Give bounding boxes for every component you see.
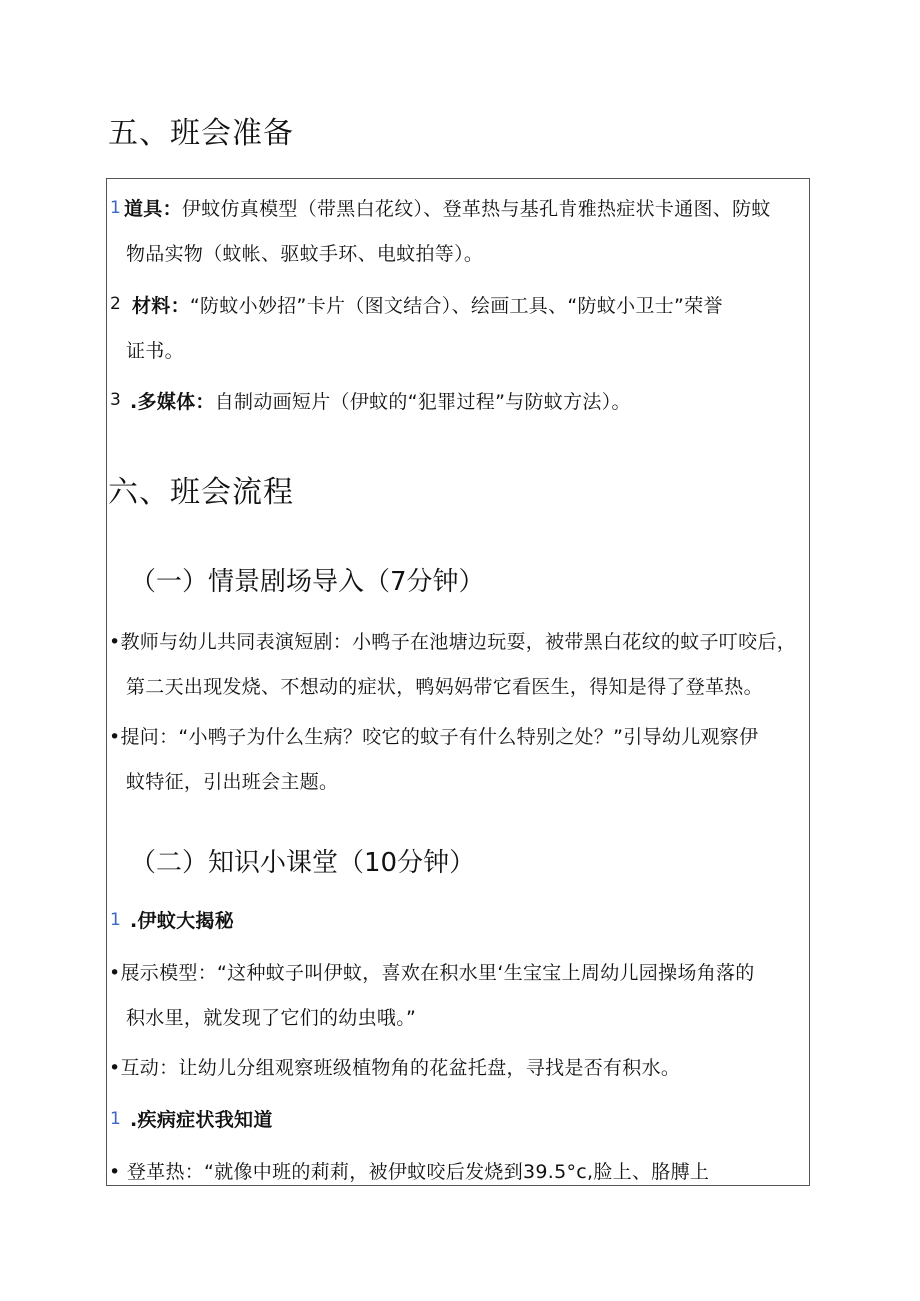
subsection-number: 1 bbox=[110, 1109, 121, 1129]
part-2-title: （二）知识小课堂（10分钟） bbox=[130, 848, 476, 878]
section-5-title: 五、班会准备 bbox=[108, 116, 294, 151]
item-label: .多媒体： bbox=[130, 391, 215, 413]
item-text-continued: 证书。 bbox=[126, 340, 184, 362]
section-6-title: 六、班会流程 bbox=[108, 475, 294, 510]
item-text: “防蚊小妙招”卡片（图文结合）、绘画工具、“防蚊小卫士”荣誉 bbox=[189, 295, 723, 317]
part-1-title: （一）情景剧场导入（7分钟） bbox=[130, 567, 485, 597]
item-number: 2 bbox=[110, 294, 121, 314]
item-text: 伊蚊仿真模型（带黑白花纹）、登革热与基孔肯雅热症状卡通图、防蚊 bbox=[181, 198, 771, 220]
bullet-show-model-continued: 积水里，就发现了它们的幼虫哦。” bbox=[126, 1007, 417, 1029]
bullet-interaction: •互动：让幼儿分组观察班级植物角的花盆托盘，寻找是否有积水。 bbox=[109, 1057, 681, 1079]
item-number: 1 bbox=[110, 198, 121, 218]
bullet-skit: •教师与幼儿共同表演短剧：小鸭子在池塘边玩耍，被带黑白花纹的蚊子叮咬后， bbox=[109, 631, 797, 653]
bullet-skit-continued: 第二天出现发烧、不想动的症状，鸭妈妈带它看医生，得知是得了登革热。 bbox=[126, 676, 763, 698]
item-props bbox=[124, 194, 771, 221]
bullet-question-continued: 蚊特征，引出班会主题。 bbox=[126, 771, 339, 793]
bullet-question: •提问：“小鸭子为什么生病？咬它的蚊子有什么特别之处？”引导幼儿观察伊 bbox=[109, 726, 759, 748]
item-text-continued: 物品实物（蚊帐、驱蚊手环、电蚊拍等）。 bbox=[126, 243, 484, 265]
bullet-show-model: •展示模型：“这种蚊子叫伊蚊，喜欢在积水里‘生宝宝上周幼儿园操场角落的 bbox=[109, 962, 755, 984]
item-number: 3 bbox=[110, 390, 121, 410]
subsection-symptoms-title: .疾病症状我知道 bbox=[130, 1109, 273, 1131]
item-label: 材料： bbox=[132, 295, 190, 317]
item-materials bbox=[132, 291, 723, 318]
subsection-number: 1 bbox=[110, 910, 121, 930]
item-multimedia bbox=[130, 387, 631, 414]
subsection-aedes-title: .伊蚊大揭秘 bbox=[130, 910, 235, 932]
bullet-dengue: • 登革热：“就像中班的莉莉，被伊蚊咬后发烧到39.5°c,脸上、胳膊上 bbox=[109, 1161, 710, 1183]
item-text: 自制动画短片（伊蚊的“犯罪过程”与防蚊方法）。 bbox=[214, 391, 631, 413]
item-label: 道具： bbox=[124, 198, 182, 220]
